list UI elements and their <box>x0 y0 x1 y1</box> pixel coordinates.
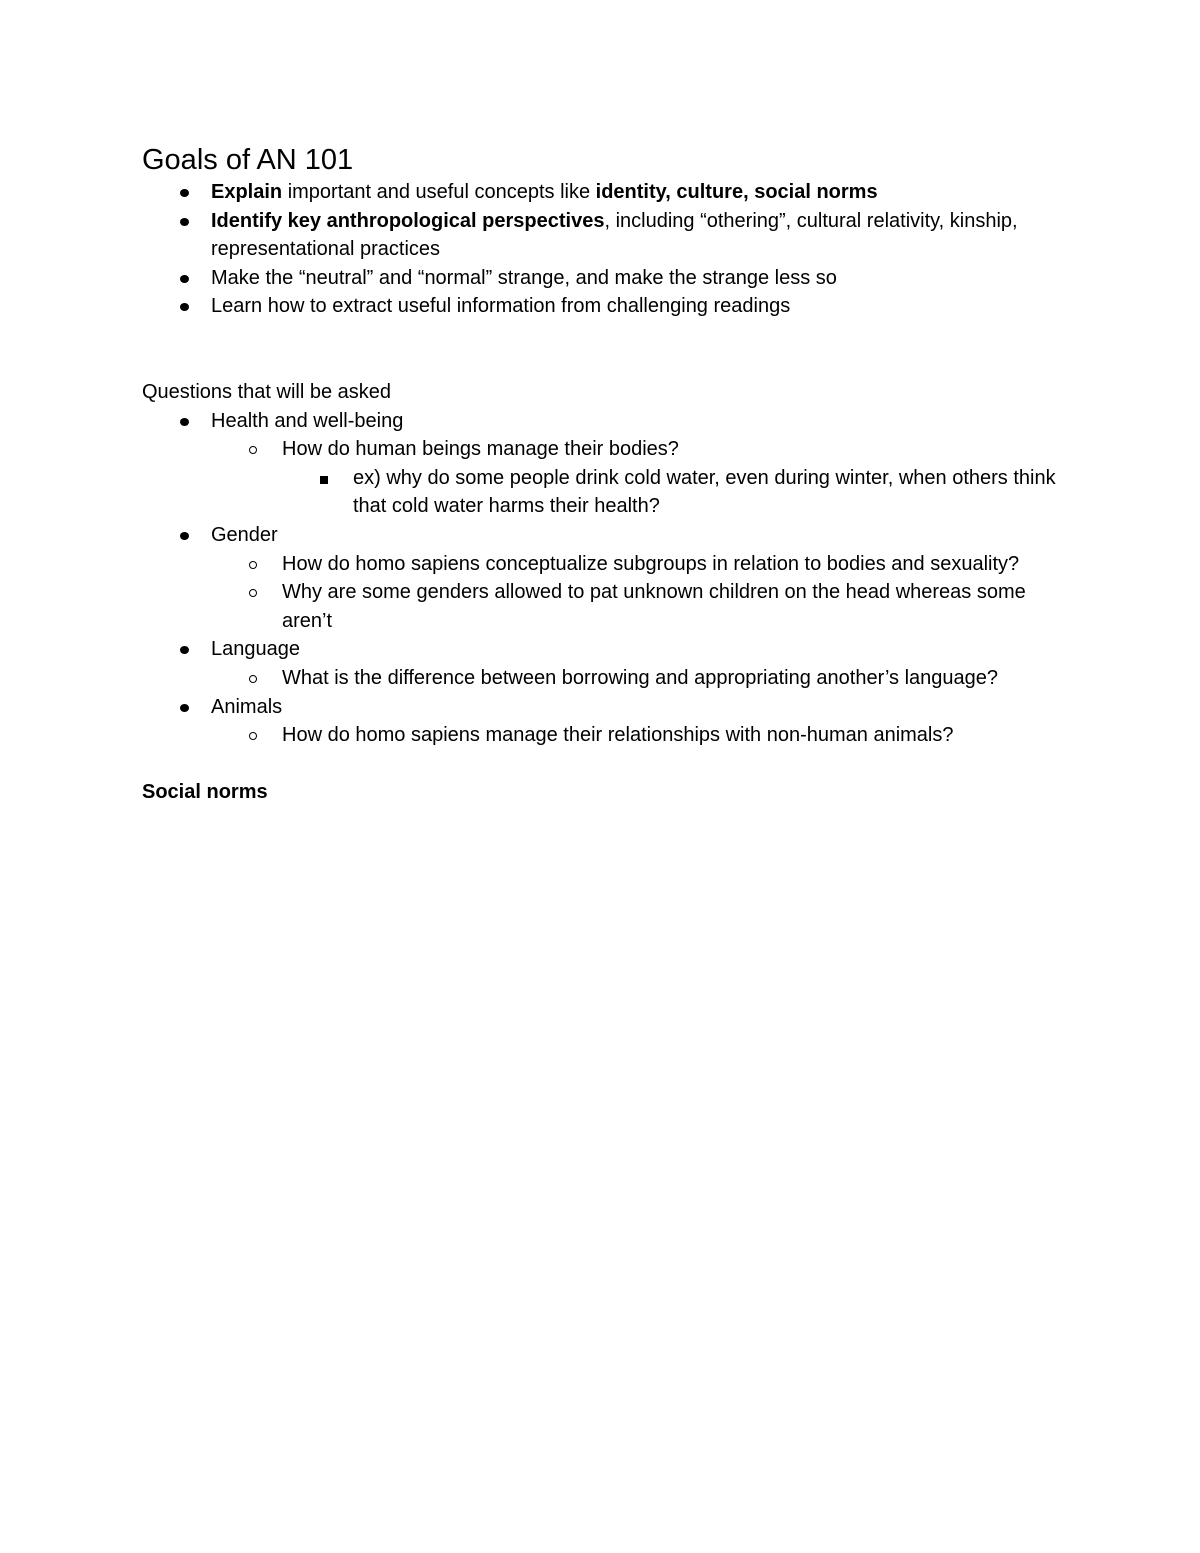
animals-question-text: How do homo sapiens manage their relationships with non-human animals? <box>282 724 954 747</box>
topic-health-label: Health and well-being <box>211 409 404 432</box>
disc-bullet-icon <box>176 635 196 664</box>
health-question-text: How do human beings manage their bodies? <box>282 438 679 461</box>
disc-bullet-icon <box>176 292 196 321</box>
circle-bullet-icon <box>245 550 265 579</box>
gender-questions-list <box>211 550 1072 636</box>
goal-explain-bold: Explain <box>211 181 283 203</box>
disc-bullet-icon <box>176 521 196 550</box>
circle-bullet-icon <box>245 664 265 693</box>
questions-heading: Questions that will be asked <box>142 380 392 403</box>
health-example <box>282 464 1072 521</box>
animals-question <box>211 721 1072 750</box>
circle-bullet-icon <box>245 435 265 464</box>
disc-bullet-icon <box>176 264 196 293</box>
section-spacer <box>142 321 1072 378</box>
goal-readings-text: Learn how to extract useful information from challenging readings <box>211 295 791 318</box>
health-questions-list <box>211 435 1072 521</box>
goal-item-readings <box>142 292 1072 321</box>
topic-gender <box>142 521 1072 635</box>
topic-animals-label: Animals <box>211 695 283 718</box>
square-bullet-icon <box>316 464 336 493</box>
goal-explain-text: important and useful concepts like <box>282 181 596 203</box>
gender-question-pat-text: Why are some genders allowed to pat unknown children on the head whereas some aren’t <box>282 581 1026 632</box>
language-questions-list <box>211 664 1072 693</box>
topic-gender-label: Gender <box>211 523 278 546</box>
health-example-text: ex) why do some people drink cold water, even during winter, when others think that cold water harms their health? <box>353 466 1056 518</box>
topic-animals <box>142 693 1072 750</box>
animals-questions-list <box>211 721 1072 750</box>
document-title: Goals of AN 101 <box>142 144 354 176</box>
gender-question-subgroups <box>211 550 1072 579</box>
goal-strange-text: Make the “neutral” and “normal” strange, and make the strange less so <box>211 266 837 289</box>
goal-item-explain <box>142 178 1072 207</box>
disc-bullet-icon <box>176 693 196 722</box>
disc-bullet-icon <box>176 207 196 236</box>
language-question-text: What is the difference between borrowing and appropriating another’s language? <box>282 666 999 689</box>
goal-explain-concepts: identity, culture, social norms <box>595 181 878 203</box>
goal-item-identify <box>142 207 1072 264</box>
goal-identify-bold: Identify key anthropological perspectives <box>211 209 605 232</box>
language-question <box>211 664 1072 693</box>
topic-language <box>142 635 1072 692</box>
health-question <box>211 435 1072 521</box>
goals-list <box>142 178 1072 321</box>
questions-list <box>142 407 1072 750</box>
gender-question-subgroups-text: How do homo sapiens conceptualize subgroups in relation to bodies and sexuality? <box>282 552 1020 575</box>
goal-item-strange <box>142 264 1072 293</box>
gender-question-pat <box>211 578 1072 635</box>
document-page <box>142 140 1072 806</box>
social-norms-heading: Social norms <box>142 780 268 803</box>
circle-bullet-icon <box>245 578 265 607</box>
goal-identify-text: , including “othering”, cultural relativity, kinship, representational practices <box>211 209 1018 261</box>
circle-bullet-icon <box>245 721 265 750</box>
topic-health <box>142 407 1072 521</box>
topic-language-label: Language <box>211 638 300 661</box>
section-spacer <box>142 750 1072 778</box>
health-examples-list <box>282 464 1072 521</box>
disc-bullet-icon <box>176 178 196 207</box>
disc-bullet-icon <box>176 407 196 436</box>
